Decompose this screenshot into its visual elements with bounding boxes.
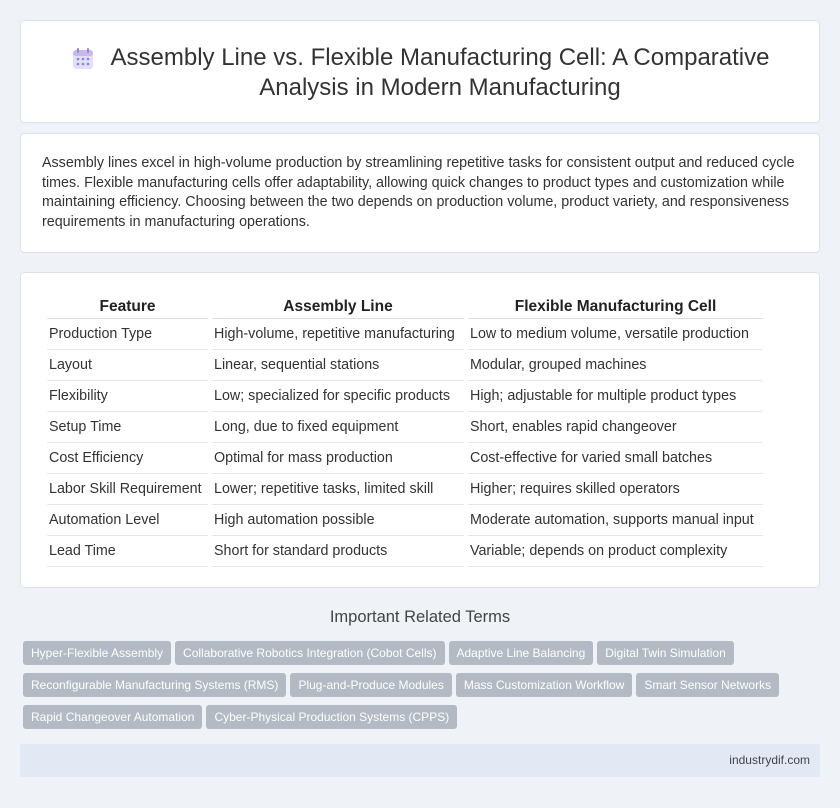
flexible-cell-cell: Moderate automation, supports manual input [468,505,763,536]
feature-cell: Labor Skill Requirement [47,474,208,505]
table-row [47,474,763,505]
related-term-tag[interactable]: Rapid Changeover Automation [23,705,202,729]
column-header-flexible-cell: Flexible Manufacturing Cell [468,294,763,319]
related-term-tag[interactable]: Mass Customization Workflow [456,673,633,697]
page-title: Assembly Line vs. Flexible Manufacturing Cell: A Comparative Analysis in Modern Manufacturing [110,44,770,101]
summary-card [20,133,820,253]
flexible-cell-cell: Modular, grouped machines [468,350,763,381]
assembly-line-cell: Long, due to fixed equipment [212,412,464,443]
related-terms-heading: Important Related Terms [329,608,511,626]
table-header-row [47,294,763,319]
related-term-tag[interactable]: Collaborative Robotics Integration (Cobot Cells) [175,641,444,665]
related-term-tag[interactable]: Reconfigurable Manufacturing Systems (RMS) [23,673,286,697]
assembly-line-cell: High automation possible [212,505,464,536]
feature-cell: Setup Time [47,412,208,443]
table-row [47,536,763,567]
flexible-cell-cell: Low to medium volume, versatile production [468,319,763,350]
feature-cell: Layout [47,350,208,381]
flexible-cell-cell: High; adjustable for multiple product types [468,381,763,412]
table-row [47,505,763,536]
related-term-tag[interactable]: Digital Twin Simulation [597,641,734,665]
table-row [47,350,763,381]
assembly-line-cell: High-volume, repetitive manufacturing [212,319,464,350]
assembly-line-cell: Low; specialized for specific products [212,381,464,412]
title-card [20,20,820,123]
column-header-feature: Feature [47,294,208,319]
feature-cell: Flexibility [47,381,208,412]
related-term-tag[interactable]: Plug-and-Produce Modules [290,673,451,697]
flexible-cell-cell: Short, enables rapid changeover [468,412,763,443]
related-term-tag[interactable]: Cyber-Physical Production Systems (CPPS) [206,705,457,729]
related-terms-list [23,641,813,737]
flexible-cell-cell: Higher; requires skilled operators [468,474,763,505]
feature-cell: Automation Level [47,505,208,536]
column-header-assembly-line: Assembly Line [212,294,464,319]
comparison-table [43,294,767,567]
table-row [47,381,763,412]
table-row [47,412,763,443]
table-row [47,443,763,474]
footer-site-link[interactable]: industrydif.com [729,753,810,767]
feature-cell: Production Type [47,319,208,350]
comparison-card [20,272,820,588]
related-term-tag[interactable]: Hyper-Flexible Assembly [23,641,171,665]
summary-text: Assembly lines excel in high-volume production by streamlining repetitive tasks for consistent output and reduced cycle times. Flexible manufacturing cells offer adaptability, allowing quick changes to product types and customization while maintaining efficiency. Choosing between the two depends on production volume, product variety, and responsiveness requirements in manufacturing operations. [42,155,795,230]
related-term-tag[interactable]: Smart Sensor Networks [636,673,779,697]
assembly-line-cell: Linear, sequential stations [212,350,464,381]
assembly-line-cell: Optimal for mass production [212,443,464,474]
table-row [47,319,763,350]
flexible-cell-cell: Variable; depends on product complexity [468,536,763,567]
footer [20,744,820,777]
related-term-tag[interactable]: Adaptive Line Balancing [449,641,594,665]
flexible-cell-cell: Cost-effective for varied small batches [468,443,763,474]
feature-cell: Cost Efficiency [47,443,208,474]
assembly-line-cell: Lower; repetitive tasks, limited skill [212,474,464,505]
assembly-line-cell: Short for standard products [212,536,464,567]
feature-cell: Lead Time [47,536,208,567]
